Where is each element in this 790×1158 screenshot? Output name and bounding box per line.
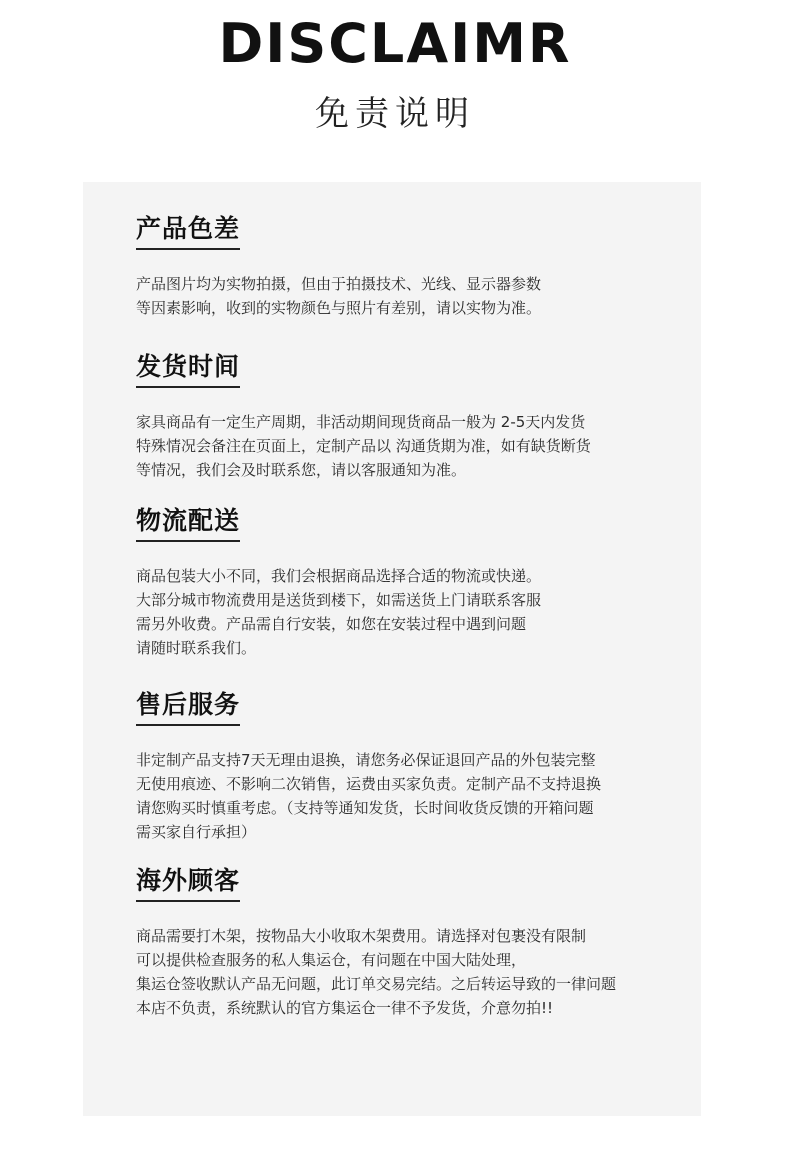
section-line: 等情况，我们会及时联系您，请以客服通知为准。 — [136, 461, 467, 479]
section-shipping-time — [136, 350, 696, 482]
section-body — [136, 924, 696, 1020]
section-line: 需另外收费。产品需自行安装，如您在安装过程中遇到问题 — [136, 615, 527, 633]
section-body — [136, 748, 696, 844]
section-line: 非定制产品支持7天无理由退换，请您务必保证退回产品的外包装完整 — [136, 751, 596, 769]
page-title-chinese: 免责说明 — [315, 94, 475, 134]
section-after-sales — [136, 688, 696, 844]
section-line: 商品包装大小不同，我们会根据商品选择合适的物流或快递。 — [136, 567, 542, 585]
section-line: 请您购买时慎重考虑。（支持等通知发货，长时间收货反馈的开箱问题 — [136, 799, 594, 817]
section-line: 集运仓签收默认产品无问题，此订单交易完结。之后转运导致的一律问题 — [136, 975, 617, 993]
section-heading: 物流配送 — [136, 504, 240, 542]
section-line: 商品需要打木架，按物品大小收取木架费用。请选择对包裹没有限制 — [136, 927, 587, 945]
section-body — [136, 410, 696, 482]
page-title-english: DISCLAIMR — [218, 12, 572, 75]
section-line: 本店不负责，系统默认的官方集运仓一律不予发货，介意勿拍!! — [136, 999, 554, 1017]
section-body — [136, 272, 696, 320]
section-line: 可以提供检查服务的私人集运仓，有问题在中国大陆处理， — [136, 951, 527, 969]
section-heading: 产品色差 — [136, 212, 240, 250]
section-body — [136, 564, 696, 660]
section-line: 特殊情况会备注在页面上，定制产品以 沟通货期为准，如有缺货断货 — [136, 437, 591, 455]
section-line: 家具商品有一定生产周期，非活动期间现货商品一般为 2-5天内发货 — [136, 413, 586, 431]
section-logistics — [136, 504, 696, 660]
section-line: 需买家自行承担） — [136, 823, 257, 841]
section-line: 等因素影响，收到的实物颜色与照片有差别，请以实物为准。 — [136, 299, 542, 317]
section-line: 请随时联系我们。 — [136, 639, 257, 657]
section-line: 无使用痕迹、不影响二次销售，运费由买家负责。定制产品不支持退换 — [136, 775, 602, 793]
section-overseas-customers — [136, 864, 696, 1020]
section-heading: 海外顾客 — [136, 864, 240, 902]
section-color-difference — [136, 212, 696, 320]
section-heading: 发货时间 — [136, 350, 240, 388]
section-line: 产品图片均为实物拍摄，但由于拍摄技术、光线、显示器参数 — [136, 275, 542, 293]
section-line: 大部分城市物流费用是送货到楼下，如需送货上门请联系客服 — [136, 591, 542, 609]
section-heading: 售后服务 — [136, 688, 240, 726]
